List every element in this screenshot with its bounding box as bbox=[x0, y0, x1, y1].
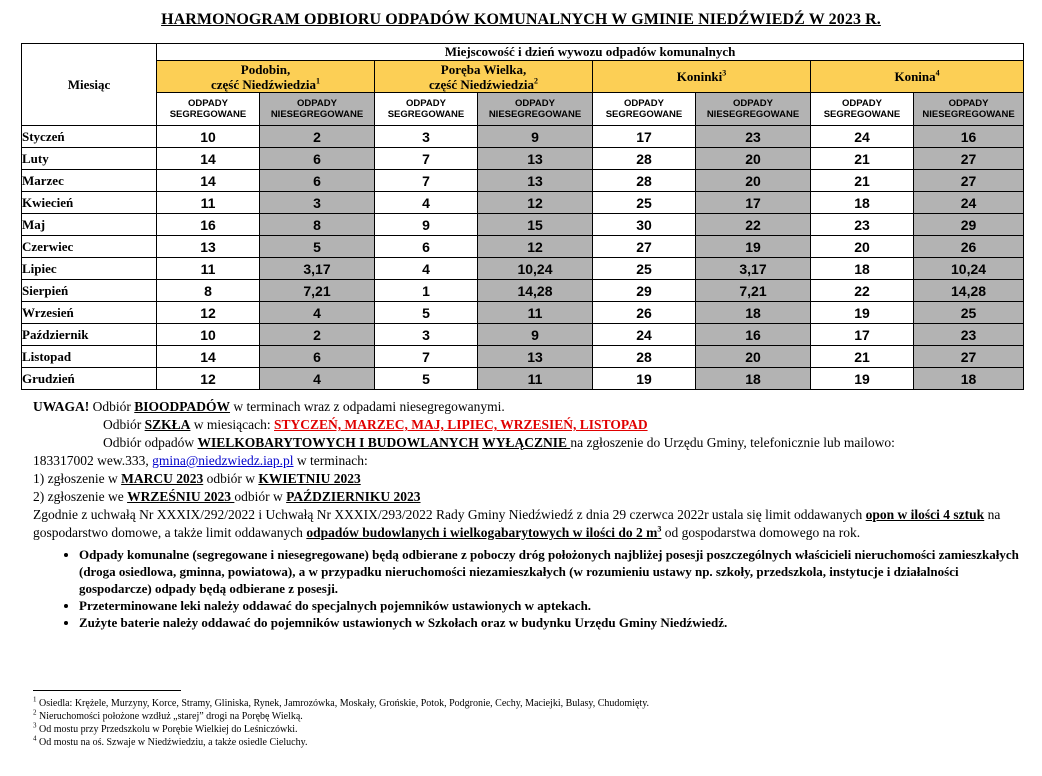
note-bioodpady: UWAGA! Odbiór BIOODPADÓW w terminach wraz z odpadami niesegregowanymi. bbox=[33, 399, 505, 414]
month-cell: Wrzesień bbox=[22, 302, 157, 324]
day-cell-niesegregowane: 26 bbox=[914, 236, 1024, 258]
notes-section bbox=[33, 398, 1023, 631]
day-cell-segregowane: 13 bbox=[157, 236, 260, 258]
schedule-table bbox=[21, 43, 1024, 390]
day-cell-niesegregowane: 20 bbox=[696, 170, 811, 192]
day-cell-niesegregowane: 6 bbox=[260, 346, 375, 368]
bullet-item: • Zużyte baterie należy oddawać do pojemników ustawionych w Szkołach oraz w budynku Urzędu Gminy Niedźwiedź. bbox=[79, 614, 1023, 631]
month-cell: Luty bbox=[22, 148, 157, 170]
month-cell: Styczeń bbox=[22, 126, 157, 148]
bullet-item: • Przeterminowane leki należy oddawać do specjalnych pojemników ustawionych w aptekach. bbox=[79, 597, 1023, 614]
day-cell-niesegregowane: 6 bbox=[260, 170, 375, 192]
day-cell-niesegregowane: 18 bbox=[914, 368, 1024, 390]
day-cell-niesegregowane: 7,21 bbox=[696, 280, 811, 302]
day-cell-segregowane: 19 bbox=[811, 368, 914, 390]
sub-header-niesegregowane: ODPADY NIESEGREGOWANE bbox=[914, 93, 1024, 126]
day-cell-segregowane: 18 bbox=[811, 192, 914, 214]
day-cell-segregowane: 7 bbox=[375, 170, 478, 192]
day-cell-segregowane: 17 bbox=[811, 324, 914, 346]
day-cell-segregowane: 28 bbox=[593, 148, 696, 170]
day-cell-segregowane: 20 bbox=[811, 236, 914, 258]
day-cell-niesegregowane: 18 bbox=[696, 368, 811, 390]
day-cell-niesegregowane: 10,24 bbox=[914, 258, 1024, 280]
day-cell-segregowane: 30 bbox=[593, 214, 696, 236]
day-cell-segregowane: 12 bbox=[157, 302, 260, 324]
day-cell-segregowane: 21 bbox=[811, 148, 914, 170]
day-cell-niesegregowane: 18 bbox=[696, 302, 811, 324]
day-cell-niesegregowane: 20 bbox=[696, 346, 811, 368]
sub-header-segregowane: ODPADY SEGREGOWANE bbox=[593, 93, 696, 126]
day-cell-segregowane: 23 bbox=[811, 214, 914, 236]
day-cell-segregowane: 3 bbox=[375, 126, 478, 148]
day-cell-niesegregowane: 14,28 bbox=[478, 280, 593, 302]
sub-header-niesegregowane: ODPADY NIESEGREGOWANE bbox=[696, 93, 811, 126]
day-cell-niesegregowane: 14,28 bbox=[914, 280, 1024, 302]
day-cell-niesegregowane: 8 bbox=[260, 214, 375, 236]
day-cell-niesegregowane: 6 bbox=[260, 148, 375, 170]
month-header: Miesiąc bbox=[22, 44, 157, 126]
sub-header-niesegregowane: ODPADY NIESEGREGOWANE bbox=[478, 93, 593, 126]
day-cell-niesegregowane: 29 bbox=[914, 214, 1024, 236]
day-cell-segregowane: 11 bbox=[157, 258, 260, 280]
day-cell-segregowane: 17 bbox=[593, 126, 696, 148]
day-cell-segregowane: 19 bbox=[593, 368, 696, 390]
day-cell-segregowane: 5 bbox=[375, 302, 478, 324]
day-cell-segregowane: 22 bbox=[811, 280, 914, 302]
month-cell: Kwiecień bbox=[22, 192, 157, 214]
day-cell-niesegregowane: 12 bbox=[478, 192, 593, 214]
day-cell-niesegregowane: 27 bbox=[914, 346, 1024, 368]
day-cell-segregowane: 28 bbox=[593, 170, 696, 192]
day-cell-segregowane: 21 bbox=[811, 170, 914, 192]
location-header: Konina$^4$ bbox=[811, 61, 1024, 93]
table-row bbox=[22, 346, 1024, 368]
day-cell-segregowane: 14 bbox=[157, 346, 260, 368]
day-cell-niesegregowane: 24 bbox=[914, 192, 1024, 214]
day-cell-segregowane: 14 bbox=[157, 170, 260, 192]
day-cell-niesegregowane: 10,24 bbox=[478, 258, 593, 280]
day-cell-segregowane: 19 bbox=[811, 302, 914, 324]
table-row bbox=[22, 214, 1024, 236]
note-wielkogabaryty: Odbiór odpadów WIELKOBARYTOWYCH I BUDOWLANYCH WYŁĄCZNIE na zgłoszenie do Urzędu Gminy, telefonicznie lub mailowo: bbox=[103, 435, 895, 450]
footnotes bbox=[33, 697, 1023, 749]
group-header: Miejscowość i dzień wywozu odpadów komunalnych bbox=[157, 44, 1024, 61]
day-cell-segregowane: 8 bbox=[157, 280, 260, 302]
day-cell-niesegregowane: 19 bbox=[696, 236, 811, 258]
table-row bbox=[22, 126, 1024, 148]
table-row bbox=[22, 324, 1024, 346]
day-cell-niesegregowane: 15 bbox=[478, 214, 593, 236]
day-cell-segregowane: 5 bbox=[375, 368, 478, 390]
day-cell-segregowane: 7 bbox=[375, 148, 478, 170]
day-cell-segregowane: 7 bbox=[375, 346, 478, 368]
notes-bullets bbox=[33, 546, 1023, 631]
table-row bbox=[22, 302, 1024, 324]
sub-header-segregowane: ODPADY SEGREGOWANE bbox=[375, 93, 478, 126]
table-row bbox=[22, 368, 1024, 390]
day-cell-niesegregowane: 4 bbox=[260, 302, 375, 324]
day-cell-segregowane: 4 bbox=[375, 258, 478, 280]
table-row bbox=[22, 170, 1024, 192]
table-row bbox=[22, 148, 1024, 170]
day-cell-segregowane: 3 bbox=[375, 324, 478, 346]
day-cell-niesegregowane: 17 bbox=[696, 192, 811, 214]
month-cell: Październik bbox=[22, 324, 157, 346]
month-cell: Listopad bbox=[22, 346, 157, 368]
month-cell: Sierpień bbox=[22, 280, 157, 302]
day-cell-segregowane: 21 bbox=[811, 346, 914, 368]
day-cell-segregowane: 27 bbox=[593, 236, 696, 258]
day-cell-niesegregowane: 3,17 bbox=[696, 258, 811, 280]
sub-header-segregowane: ODPADY SEGREGOWANE bbox=[157, 93, 260, 126]
table-row bbox=[22, 236, 1024, 258]
day-cell-segregowane: 25 bbox=[593, 258, 696, 280]
day-cell-niesegregowane: 16 bbox=[696, 324, 811, 346]
day-cell-segregowane: 4 bbox=[375, 192, 478, 214]
sub-header-segregowane: ODPADY SEGREGOWANE bbox=[811, 93, 914, 126]
day-cell-segregowane: 1 bbox=[375, 280, 478, 302]
day-cell-segregowane: 10 bbox=[157, 324, 260, 346]
note-limits: Zgodnie z uchwałą Nr XXXIX/292/2022 i Uchwałą Nr XXXIX/293/2022 Rady Gminy Niedźwiedź z dnia 29 czerwca 2022r ustala się limit oddawanych opon w ilości 4 sztuk na gospodarstwo domowe, a także limit oddawanych odpadów budowlanych i wielkogabarytowych w ilości do 2 $m^3$ od gospodarstwa domowego na rok. bbox=[33, 507, 1001, 540]
footnote-item: $^1$ Osiedla: Krężele, Murzyny, Korce, Stramy, Gliniska, Rynek, Jamrozówka, Moskały, Grońskie, Potok, Podgronie, Cechy, Maciejki, Bulasy, Chudomięty. bbox=[33, 695, 650, 709]
day-cell-segregowane: 6 bbox=[375, 236, 478, 258]
day-cell-niesegregowane: 22 bbox=[696, 214, 811, 236]
email-link[interactable]: gmina@niedzwiedz.iap.pl bbox=[152, 453, 294, 468]
day-cell-segregowane: 14 bbox=[157, 148, 260, 170]
day-cell-niesegregowane: 13 bbox=[478, 170, 593, 192]
day-cell-segregowane: 26 bbox=[593, 302, 696, 324]
day-cell-niesegregowane: 27 bbox=[914, 170, 1024, 192]
month-cell: Lipiec bbox=[22, 258, 157, 280]
day-cell-niesegregowane: 7,21 bbox=[260, 280, 375, 302]
month-cell: Marzec bbox=[22, 170, 157, 192]
day-cell-niesegregowane: 11 bbox=[478, 302, 593, 324]
day-cell-niesegregowane: 3,17 bbox=[260, 258, 375, 280]
month-cell: Czerwiec bbox=[22, 236, 157, 258]
month-cell: Grudzień bbox=[22, 368, 157, 390]
footnote-item: $^3$ Od mostu przy Przedszkolu w Porębie Wielkiej do Leśniczówki. bbox=[33, 721, 298, 735]
day-cell-segregowane: 12 bbox=[157, 368, 260, 390]
day-cell-niesegregowane: 23 bbox=[696, 126, 811, 148]
footnote-item: $^4$ Od mostu na oś. Szwaje w Niedźwiedziu, a także osiedle Cieluchy. bbox=[33, 734, 308, 748]
table-row bbox=[22, 258, 1024, 280]
day-cell-niesegregowane: 9 bbox=[478, 324, 593, 346]
day-cell-niesegregowane: 9 bbox=[478, 126, 593, 148]
day-cell-segregowane: 9 bbox=[375, 214, 478, 236]
day-cell-segregowane: 18 bbox=[811, 258, 914, 280]
day-cell-niesegregowane: 16 bbox=[914, 126, 1024, 148]
day-cell-niesegregowane: 20 bbox=[696, 148, 811, 170]
day-cell-segregowane: 25 bbox=[593, 192, 696, 214]
day-cell-niesegregowane: 13 bbox=[478, 148, 593, 170]
note-term-1: 1) zgłoszenie w MARCU 2023 odbiór w KWIETNIU 2023 bbox=[33, 471, 361, 486]
day-cell-niesegregowane: 12 bbox=[478, 236, 593, 258]
day-cell-niesegregowane: 5 bbox=[260, 236, 375, 258]
day-cell-segregowane: 16 bbox=[157, 214, 260, 236]
day-cell-segregowane: 29 bbox=[593, 280, 696, 302]
note-contact: 183317002 wew.333, gmina@niedzwiedz.iap.pl w terminach: bbox=[33, 453, 368, 468]
note-term-2: 2) zgłoszenie we WRZEŚNIU 2023 odbiór w PAŹDZIERNIKU 2023 bbox=[33, 489, 421, 504]
day-cell-segregowane: 28 bbox=[593, 346, 696, 368]
day-cell-segregowane: 24 bbox=[593, 324, 696, 346]
page-title: HARMONOGRAM ODBIORU ODPADÓW KOMUNALNYCH W GMINIE NIEDŹWIEDŹ W 2023 R. bbox=[161, 11, 881, 28]
day-cell-niesegregowane: 13 bbox=[478, 346, 593, 368]
sub-header-niesegregowane: ODPADY NIESEGREGOWANE bbox=[260, 93, 375, 126]
location-header: Podobin, część Niedźwiedzia$^1$ bbox=[157, 61, 375, 93]
day-cell-segregowane: 11 bbox=[157, 192, 260, 214]
footnote-rule bbox=[33, 690, 181, 691]
note-szklo: Odbiór SZKŁA w miesiącach: STYCZEŃ, MARZEC, MAJ, LIPIEC, WRZESIEŃ, LISTOPAD bbox=[103, 417, 648, 432]
bullet-item: • Odpady komunalne (segregowane i niesegregowane) będą odbierane z poboczy dróg położonych najbliżej posesji poszczególnych właścicieli nieruchomości zamieszkałych (droga osiedlowa, gminna, powiatowa), a w przypadku nieruchomości niezamieszkałych (w rozumieniu ustawy np. szkoły, przedszkola, instytucje i działalności gospodarcze) odpady będą odbierane z posesji. bbox=[79, 546, 1023, 597]
day-cell-segregowane: 10 bbox=[157, 126, 260, 148]
day-cell-segregowane: 24 bbox=[811, 126, 914, 148]
location-header: Koninki$^3$ bbox=[593, 61, 811, 93]
day-cell-niesegregowane: 2 bbox=[260, 126, 375, 148]
day-cell-niesegregowane: 4 bbox=[260, 368, 375, 390]
month-cell: Maj bbox=[22, 214, 157, 236]
day-cell-niesegregowane: 2 bbox=[260, 324, 375, 346]
day-cell-niesegregowane: 3 bbox=[260, 192, 375, 214]
footnote-item: $^2$ Nieruchomości położone wzdłuż „starej” drogi na Porębę Wielką. bbox=[33, 708, 303, 722]
location-header: Poręba Wielka, część Niedźwiedzia$^2$ bbox=[375, 61, 593, 93]
day-cell-niesegregowane: 23 bbox=[914, 324, 1024, 346]
table-row bbox=[22, 280, 1024, 302]
table-row bbox=[22, 192, 1024, 214]
day-cell-niesegregowane: 25 bbox=[914, 302, 1024, 324]
day-cell-niesegregowane: 11 bbox=[478, 368, 593, 390]
day-cell-niesegregowane: 27 bbox=[914, 148, 1024, 170]
